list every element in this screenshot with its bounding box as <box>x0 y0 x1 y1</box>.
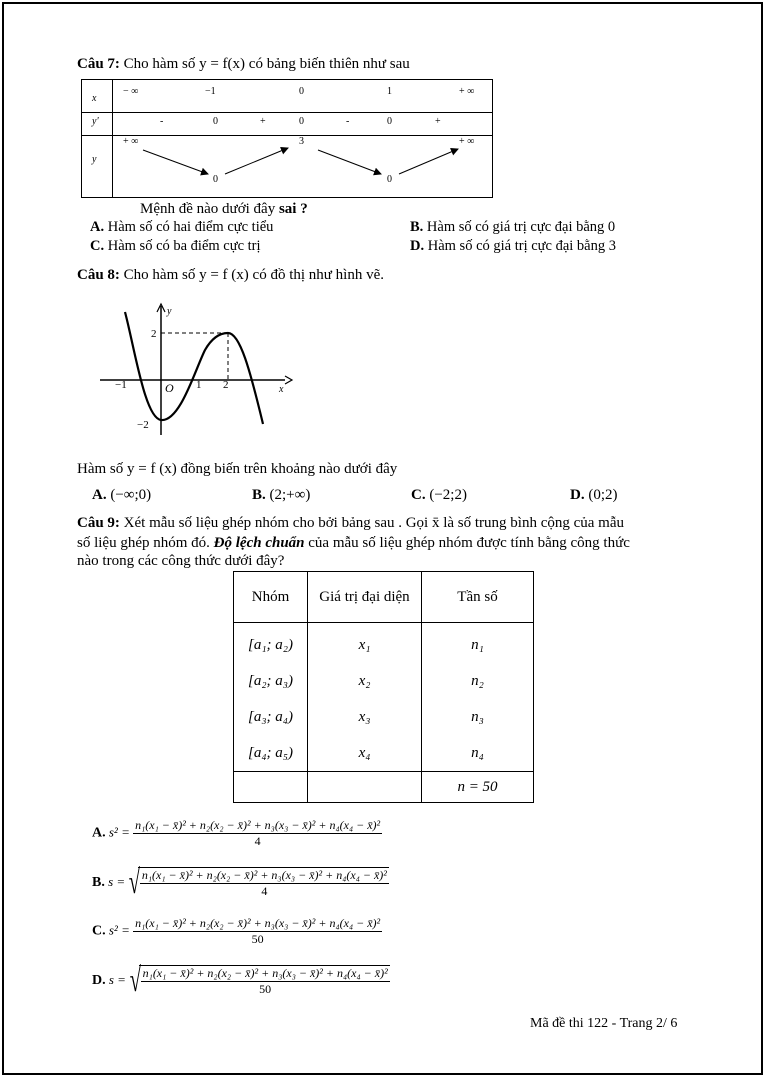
vt-arrows <box>113 136 493 198</box>
vt-sign: - <box>346 116 350 127</box>
vt-arrow-up-2 <box>399 149 458 174</box>
q7-option-a[interactable] <box>90 219 273 236</box>
vt-y-val: 0 <box>213 174 218 185</box>
sqrt-box <box>139 965 390 997</box>
vt-x-val: + ∞ <box>459 86 475 97</box>
q7-option-d[interactable] <box>410 238 616 255</box>
vt-sign: 0 <box>299 116 304 127</box>
formula-denominator: 50 <box>251 932 264 946</box>
ft-cell-group: [a₂; a₃) <box>234 663 308 699</box>
q8-option-c[interactable] <box>411 487 467 504</box>
q9-line2-bold: Độ lệch chuẩn <box>213 535 305 551</box>
formula-lhs: s = <box>108 873 126 889</box>
vt-y-val: + ∞ <box>123 136 139 147</box>
q7-label: Câu 7: <box>77 56 120 72</box>
ft-cell-value: x₂ <box>308 663 422 699</box>
formula-denominator: 50 <box>259 982 272 996</box>
formula-numerator: n₁(x₁ − x̄)² + n₂(x₂ − x̄)² + n₃(x₃ − x̄)² + n₄(x₄ − x̄)² <box>135 818 381 832</box>
graph-y-label: y <box>167 306 172 317</box>
variation-table <box>81 79 493 198</box>
formula-lhs: s² = <box>108 922 130 938</box>
vt-x-label-cell <box>82 80 113 113</box>
vt-y-label: y <box>92 154 97 165</box>
formula-numerator: n₁(x₁ − x̄)² + n₂(x₂ − x̄)² + n₃(x₃ − x̄)² + n₄(x₄ − x̄)² <box>135 916 381 930</box>
q8-text: Cho hàm số y = f (x) có đồ thị như hình vẽ. <box>123 267 384 283</box>
sqrt-icon: √ <box>129 962 141 999</box>
q8-option-b[interactable] <box>252 487 310 504</box>
graph-tick-y-neg2: −2 <box>137 419 149 431</box>
vt-arrow-down-2 <box>318 150 381 174</box>
q9-option-c[interactable] <box>92 916 382 947</box>
vt-y-label-cell <box>82 136 113 198</box>
option-key: D. <box>92 972 106 988</box>
formula-fraction <box>140 868 389 899</box>
option-key: A. <box>92 825 106 841</box>
ft-cell-value: x₃ <box>308 699 422 735</box>
formula-fraction <box>133 818 382 849</box>
ft-cell-freq: n₃ <box>422 699 534 735</box>
option-key: B. <box>252 487 266 503</box>
ft-cell-freq: n₁ <box>422 623 534 664</box>
ft-header-value: Giá trị đại diện <box>308 572 422 623</box>
vt-yp-values-cell <box>113 113 493 136</box>
q9-line1-text: Xét mẫu số liệu ghép nhóm cho bởi bảng sau . Gọi x̄ là số trung bình cộng của mẫu <box>123 515 625 531</box>
vt-x-label: x <box>92 93 97 104</box>
ft-cell-group: [a₄; a₅) <box>234 735 308 772</box>
vt-sign: 0 <box>387 116 392 127</box>
vt-y-val: 3 <box>299 136 304 147</box>
vt-y-val: + ∞ <box>459 136 475 147</box>
vt-y-val: 0 <box>387 174 392 185</box>
vt-arrow-down-1 <box>143 150 208 174</box>
q8-question: Hàm số y = f (x) đồng biến trên khoảng nào dưới đây <box>77 461 398 477</box>
vt-arrow-up-1 <box>225 148 288 174</box>
ft-header-group: Nhóm <box>234 572 308 623</box>
formula-numerator: n₁(x₁ − x̄)² + n₂(x₂ − x̄)² + n₃(x₃ − x̄)² + n₄(x₄ − x̄)² <box>142 966 388 980</box>
formula-denominator: 4 <box>261 884 268 898</box>
option-text: (2;+∞) <box>269 487 311 503</box>
ft-header-freq: Tần số <box>422 572 534 623</box>
function-graph <box>95 300 295 440</box>
q8-heading <box>77 267 384 284</box>
ft-total-empty <box>234 772 308 803</box>
ft-total: n = 50 <box>422 772 534 803</box>
q7-prompt-pre: Mệnh đề nào dưới đây <box>140 201 279 217</box>
vt-x-val: 1 <box>387 86 392 97</box>
q9-line2-pre: số liệu ghép nhóm đó. <box>77 535 214 551</box>
vt-x-val: 0 <box>299 86 304 97</box>
graph-x-label: x <box>279 384 284 395</box>
formula-lhs: s = <box>108 971 126 987</box>
q7-text: Cho hàm số y = f(x) có bảng biến thiên như sau <box>123 56 410 72</box>
q9-line2 <box>77 535 630 552</box>
option-text: (0;2) <box>588 487 618 503</box>
ft-cell-value: x₄ <box>308 735 422 772</box>
option-text: (−∞;0) <box>110 487 152 503</box>
option-key: A. <box>90 219 105 235</box>
formula-fraction <box>133 916 382 947</box>
graph-tick-y-2: 2 <box>151 328 157 340</box>
q8-label: Câu 8: <box>77 267 120 283</box>
page-footer: Mã đề thi 122 - Trang 2/ 6 <box>530 1016 678 1031</box>
ft-cell-freq: n₄ <box>422 735 534 772</box>
option-key: C. <box>92 923 106 939</box>
q9-line2-post: của mẫu số liệu ghép nhóm được tính bằng công thức <box>304 535 630 551</box>
q7-prompt-post: ? <box>296 201 308 217</box>
q9-option-b[interactable] <box>92 866 389 900</box>
vt-sign: + <box>435 116 441 127</box>
option-text: Hàm số có hai điểm cực tiểu <box>107 219 274 235</box>
sqrt-icon: √ <box>128 864 141 901</box>
vt-y-values-cell <box>113 136 493 198</box>
graph-tick-x-neg1: −1 <box>115 379 127 391</box>
vt-sign: - <box>160 116 164 127</box>
q9-line1 <box>77 515 624 532</box>
q7-prompt <box>140 201 308 218</box>
graph-curve <box>125 312 263 424</box>
q7-heading <box>77 56 410 73</box>
option-text: Hàm số có ba điểm cực trị <box>107 238 261 254</box>
option-key: C. <box>90 238 105 254</box>
option-key: D. <box>410 238 425 254</box>
ft-cell-group: [a₃; a₄) <box>234 699 308 735</box>
formula-numerator: n₁(x₁ − x̄)² + n₂(x₂ − x̄)² + n₃(x₃ − x̄)² + n₄(x₄ − x̄)² <box>141 868 387 882</box>
frequency-table <box>233 571 534 803</box>
vt-yp-label: y' <box>92 116 99 127</box>
option-text: Hàm số có giá trị cực đại bằng 0 <box>426 219 616 235</box>
formula-lhs: s² = <box>108 824 130 840</box>
option-text: (−2;2) <box>429 487 467 503</box>
vt-sign: 0 <box>213 116 218 127</box>
option-text: Hàm số có giá trị cực đại bằng 3 <box>427 238 616 254</box>
sqrt-box <box>138 867 389 899</box>
formula-denominator: 4 <box>254 834 261 848</box>
q7-prompt-bold: sai <box>278 201 297 217</box>
q8-option-d[interactable] <box>570 487 618 504</box>
vt-yp-label-cell <box>82 113 113 136</box>
option-key: B. <box>410 219 424 235</box>
vt-sign: + <box>260 116 266 127</box>
option-key: C. <box>411 487 426 503</box>
vt-x-val: − ∞ <box>123 86 139 97</box>
formula-fraction <box>141 966 390 997</box>
q9-line3: nào trong các công thức dưới đây? <box>77 553 285 569</box>
q9-label: Câu 9: <box>77 515 120 531</box>
option-key: D. <box>570 487 585 503</box>
q9-option-a[interactable] <box>92 818 382 849</box>
vt-x-val: −1 <box>205 86 216 97</box>
graph-x-arrow <box>285 376 292 384</box>
vt-x-values-cell <box>113 80 493 113</box>
q9-option-d[interactable] <box>92 964 390 998</box>
ft-total-empty <box>308 772 422 803</box>
ft-cell-value: x₁ <box>308 623 422 664</box>
graph-tick-x-2: 2 <box>223 379 229 391</box>
option-key: A. <box>92 487 107 503</box>
graph-tick-x-1: 1 <box>196 379 202 391</box>
q7-option-b[interactable] <box>410 219 615 236</box>
graph-origin: O <box>165 381 174 395</box>
ft-cell-freq: n₂ <box>422 663 534 699</box>
option-key: B. <box>92 874 105 890</box>
q7-option-c[interactable] <box>90 238 261 255</box>
q8-option-a[interactable] <box>92 487 151 504</box>
ft-cell-group: [a₁; a₂) <box>234 623 308 664</box>
